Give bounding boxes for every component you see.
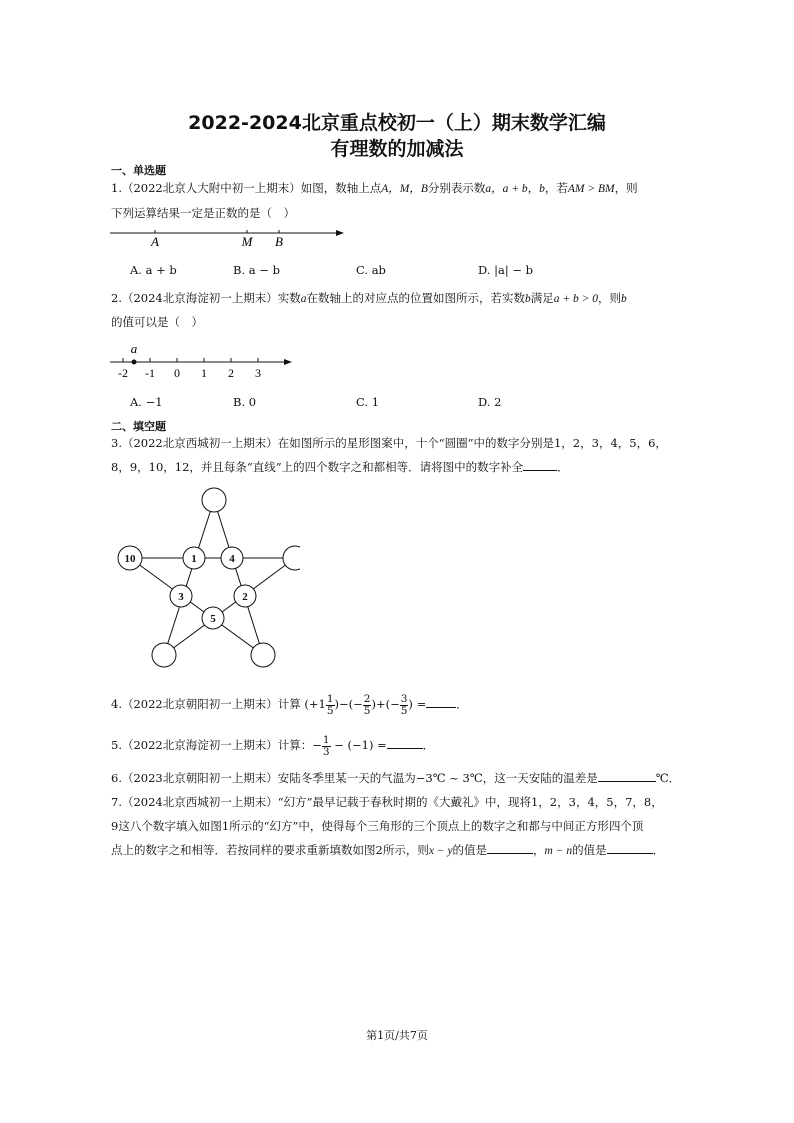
star-line [164,500,214,655]
q7-line3c: 的值是 [572,843,607,857]
q4-prefix: 4.（2022北京朝阳初一上期末）计算 [111,697,301,711]
q2-tick-label: 1 [201,366,207,380]
q4-equals: = [416,697,427,711]
q5-end: ． [422,738,435,752]
q7-line3: 点上的数字之和相等．若按同样的要求重新填数如图2所示，则x − y的值是 ，m − n的值是 ． [111,843,665,857]
q1-option-a[interactable]: A. a + b [130,263,177,277]
q2-tick-label: -1 [145,366,155,380]
q2-var-a: a [300,293,307,305]
q6-line [111,770,680,786]
q7-line3b: 的值是 [452,843,488,857]
q2-option-d[interactable]: D. 2 [478,395,502,409]
q2-tick-label: 0 [174,366,180,380]
q1-number-line [108,228,348,250]
star-value: 10 [124,553,136,565]
q1-if: ，若 [544,181,568,195]
q1-intro: 1.（2022北京人大附中初一上期末）如图，数轴上点 [111,181,382,195]
q2-option-a[interactable]: A. −1 [130,395,163,409]
q2-option-c[interactable]: C. 1 [356,395,380,409]
q7-xy: x − y [428,845,453,857]
q1-option-d[interactable]: D. |a| − b [478,263,534,277]
q1-points: A，M，B [381,183,428,195]
star-value: 1 [191,553,197,565]
q7-mn: m − n [544,845,573,857]
q1-mid: 分别表示数 [427,181,486,195]
q2-number-line [108,340,298,382]
q2-var-b: b [525,293,531,305]
q1-cond: AM > BM [567,183,615,195]
star-circle-top [202,488,226,512]
q4-answer-blank[interactable] [426,697,456,708]
q6-mid: ，这一天安陆的温差是 [482,771,598,785]
q1-tail: ，则 [614,181,638,195]
q3-line2-end: ． [557,460,569,474]
q2-tick-label: 3 [255,366,261,380]
q3-line2-text: 8，9，10，12，并且每条“直线”上的四个数字之和都相等．请将图中的数字补全 [111,460,524,474]
q3-line1: 3.（2022北京西城初一上期末）在如图所示的星形图案中，十个“圆圈”中的数字分别是1，2，3，4，5，6， [111,436,667,450]
q4-end: ． [456,697,468,711]
q2-cond: a + b > 0 [553,293,599,305]
q5-answer-blank[interactable] [387,738,423,749]
q2-option-b[interactable]: B. 0 [233,395,257,409]
q2-point-label: a [130,341,138,356]
q2-satisfy: 满足 [530,291,554,305]
q1-axis-label-b: B [275,234,283,249]
q5-fraction: − $\frac{1}{3}$ [312,733,330,758]
q2-line2: 的值可以是（ ） [111,315,203,329]
q2-tick-label: 2 [228,366,234,380]
page-subtitle: 有理数的加减法 [330,138,464,160]
q4-expression: (+1 $\frac{1}{5}$ )−(− $\frac{2}{5}$ )+(− $\frac{3}{5}$ ) [304,692,413,717]
q3-line2 [111,459,569,475]
q1-axis-label-m: M [241,234,253,249]
star-circle-bottom-right [251,643,275,667]
q4-line [111,692,468,717]
star-circle-bottom-left [152,643,176,667]
q2-line1 [111,290,627,306]
star-circle-right [283,546,300,570]
q6-text: 6.（2023北京朝阳初一上期末）安陆冬季里某一天的气温为 [111,771,416,785]
q1-line2: 下列运算结果一定是正数的是（ ） [111,206,295,220]
section-heading-fill-blank: 二、填空题 [111,420,166,433]
star-value: 3 [178,591,184,603]
page-title: 2022-2024北京重点校初一（上）期末数学汇编 [188,112,606,134]
star-value: 4 [229,553,235,565]
page-footer: 第1页/共7页 [366,1029,428,1042]
q2-tick-label: -2 [118,366,128,380]
star-value: 2 [242,591,248,603]
star-line [214,500,263,655]
q5-line [111,733,434,758]
q2-tail: ，则 [598,291,622,305]
q7-answer-blank-2[interactable] [607,843,653,854]
q1-option-c[interactable]: C. ab [356,263,386,277]
q2-mid: 在数轴上的对应点的位置如图所示，若实数 [306,291,525,305]
q6-end: ℃． [655,771,681,785]
q7-answer-blank-1[interactable] [487,843,533,854]
q6-answer-blank[interactable] [598,771,656,782]
q2-intro: 2.（2024北京海淀初一上期末）实数 [111,291,301,305]
q5-prefix: 5.（2022北京海淀初一上期末）计算： [111,738,313,752]
q1-nums: a，a + b，b [485,183,545,195]
star-diagram [110,480,300,675]
section-heading-single-choice: 一、单选题 [111,164,166,177]
q7-line1: 7.（2024北京西城初一上期末）“幻方”最早记载于春秋时期的《大戴礼》中，现将1，2，3，4，5，7，8， [111,795,663,809]
q5-expr-tail: − (−1) = [334,738,387,752]
q1-option-b[interactable]: B. a − b [233,263,280,277]
q3-answer-blank[interactable] [523,460,557,471]
q7-line2: 9这八个数字填入如图1所示的“幻方”中，使得每个三角形的三个顶点上的数字之和都与中间正方形四个顶 [111,819,644,833]
q2-var-b2: b [621,293,627,305]
q7-line3a: 点上的数字之和相等．若按同样的要求重新填数如图2所示，则 [111,843,429,857]
q7-line3d: ． [652,843,665,857]
q1-axis-label-a: A [151,234,159,249]
q1-line1 [111,180,638,196]
star-value: 5 [210,613,216,625]
q6-range: −3℃ ~ 3℃ [415,771,483,785]
